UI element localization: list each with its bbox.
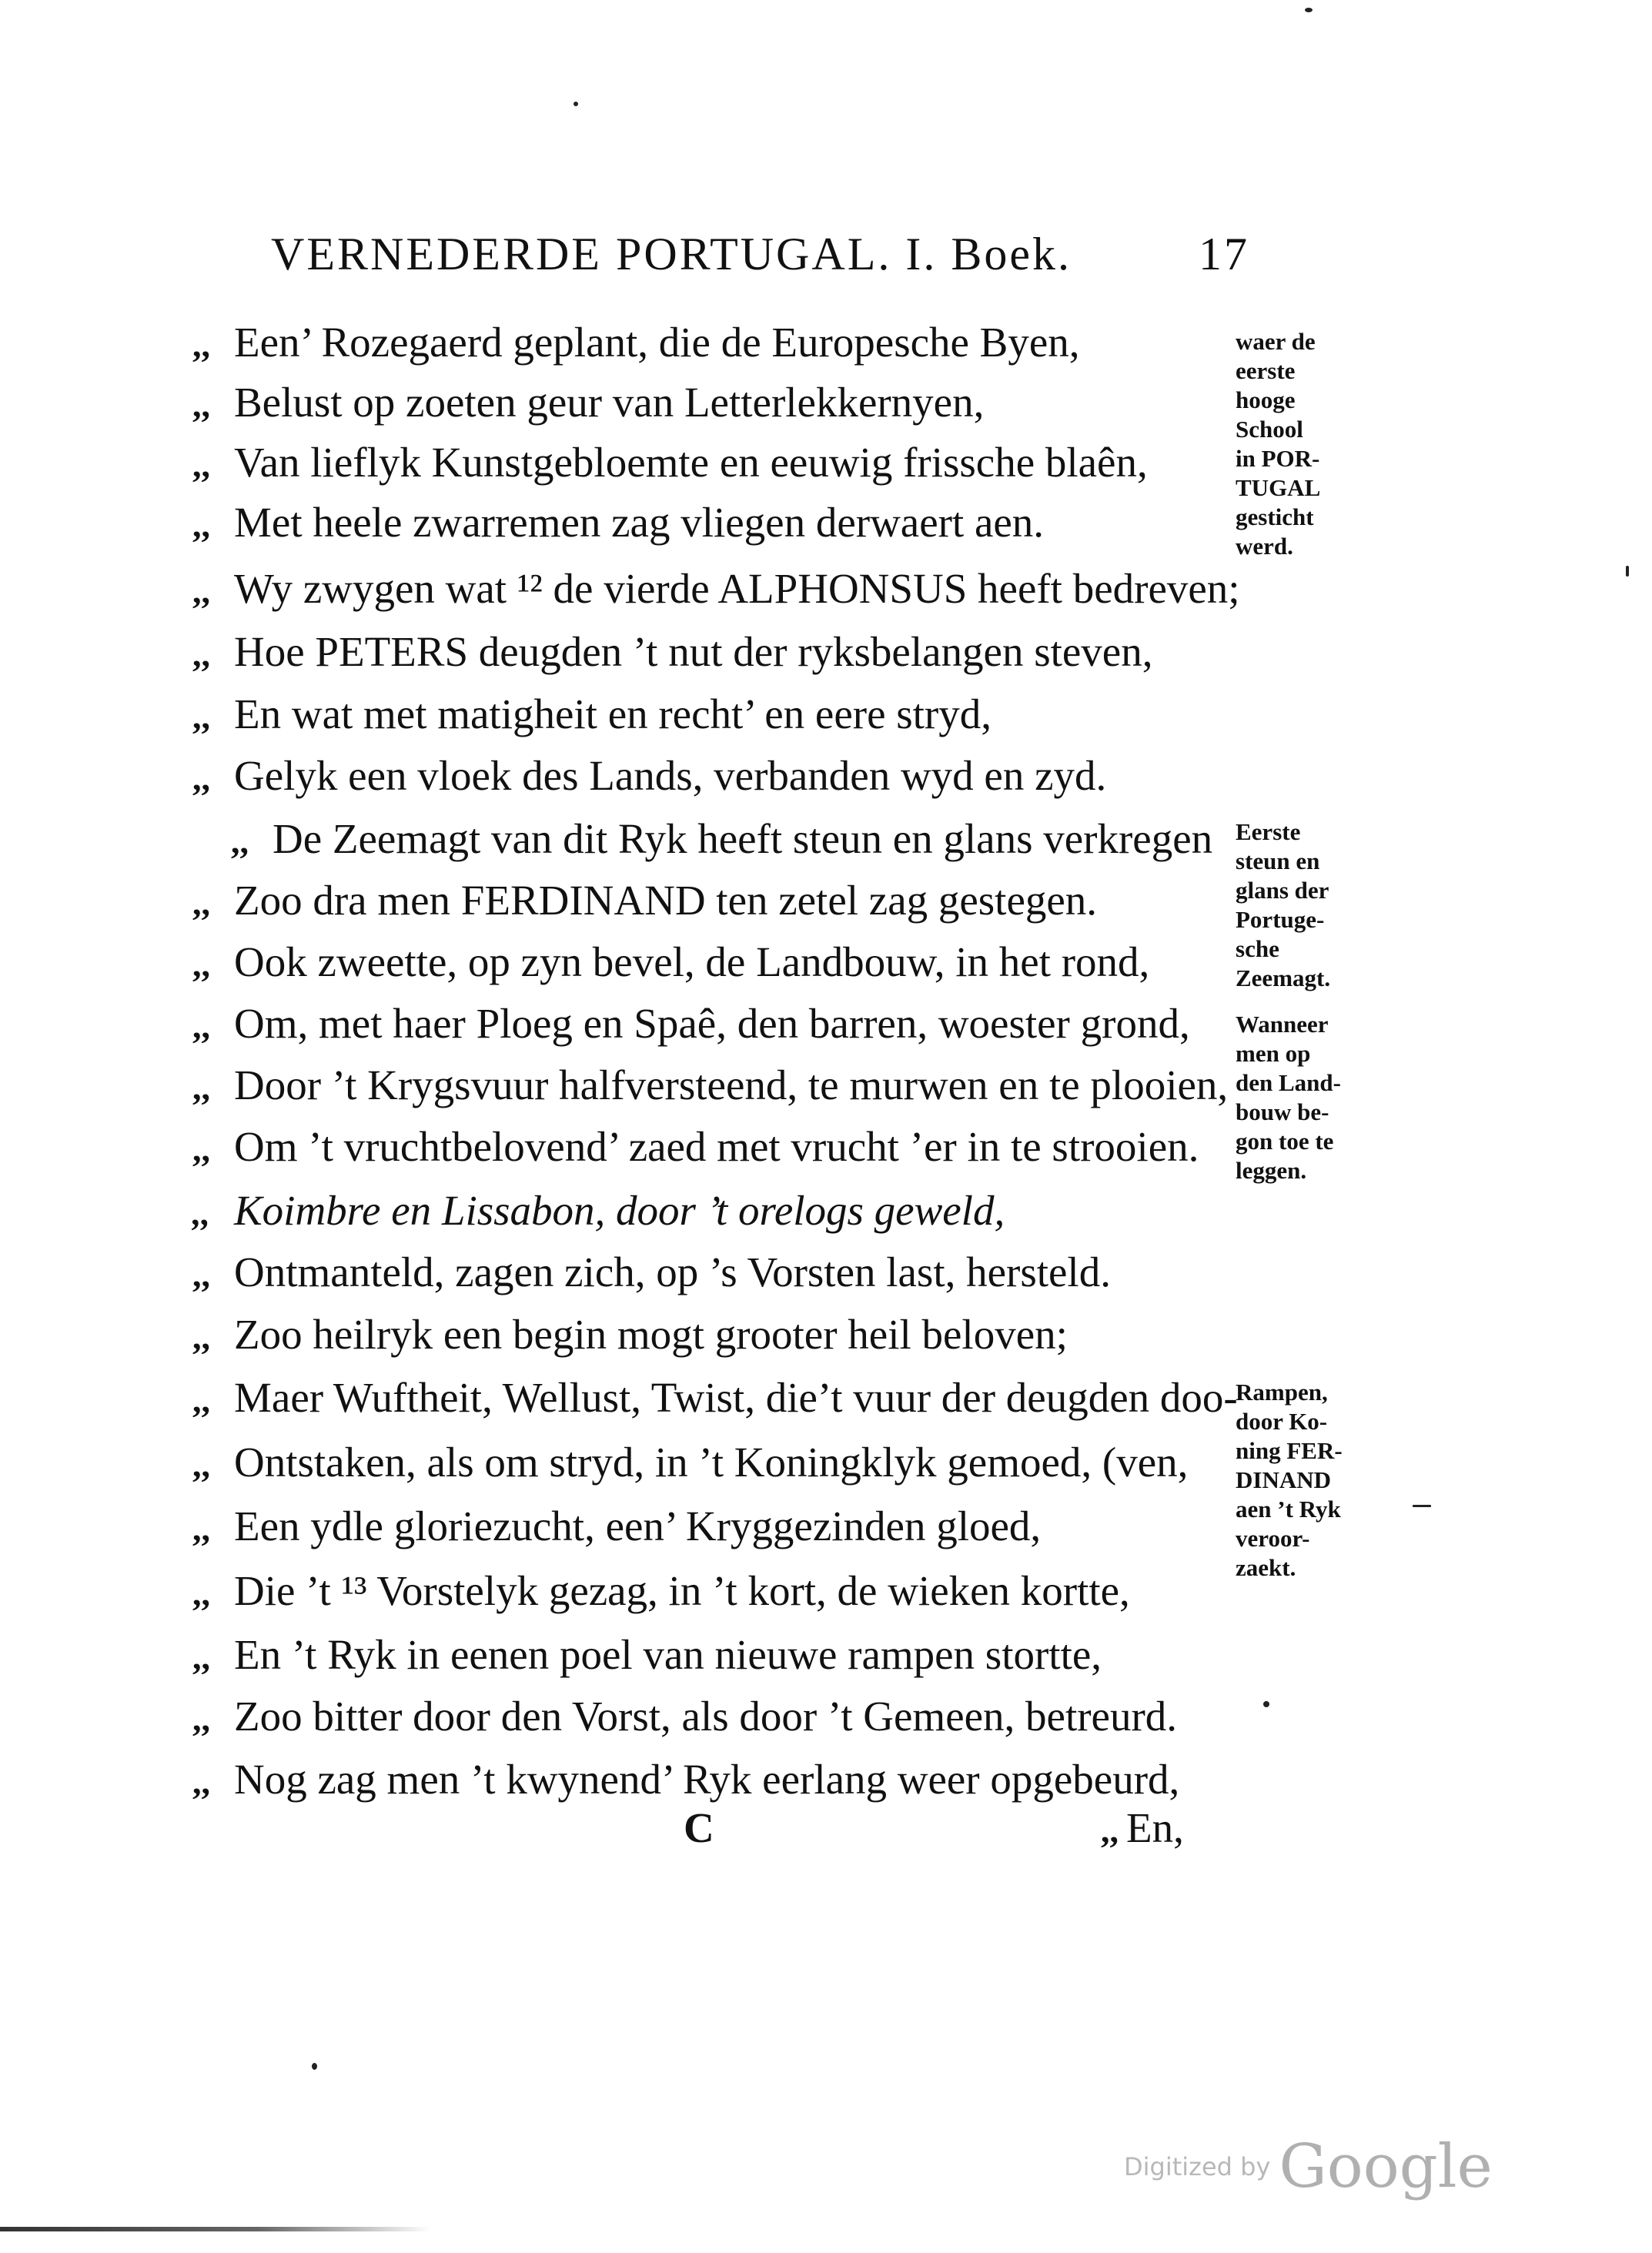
verse-mark: ,, xyxy=(192,1068,210,1107)
margin-note-line: veroor- xyxy=(1236,1525,1310,1552)
verse-mark: ,, xyxy=(192,505,210,544)
verse-text: Van lieflyk Kunstgebloemte en eeuwig frissche blaên, xyxy=(234,439,1148,486)
verse-mark: ,, xyxy=(192,1509,210,1548)
ink-speck xyxy=(1305,8,1313,12)
verse-line xyxy=(192,1180,1239,1242)
verse-mark: ,, xyxy=(192,1006,210,1045)
verse-text: En ’t Ryk in eenen poel van nieuwe rampen stortte, xyxy=(234,1631,1102,1678)
verse-text: Door ’t Krygsvuur halfversteend, te murwen en te plooien, xyxy=(234,1061,1229,1108)
ink-speck xyxy=(1413,1505,1431,1507)
margin-note-line: men op xyxy=(1236,1040,1311,1067)
verse-line xyxy=(192,993,1239,1055)
margin-note-line: eerste xyxy=(1236,357,1296,384)
margin-note-line: glans der xyxy=(1236,877,1329,904)
margin-note xyxy=(1236,327,1374,561)
verse-mark: ,, xyxy=(192,1317,210,1356)
verse-line xyxy=(192,558,1239,620)
margin-note-line: zaekt. xyxy=(1236,1554,1296,1581)
page-number: 17 xyxy=(1199,229,1249,279)
verse-mark: ,, xyxy=(1101,1810,1119,1850)
verse-line xyxy=(192,1432,1239,1493)
margin-note-line: leggen. xyxy=(1236,1157,1307,1184)
verse-text: Ook zweette, op zyn bevel, de Landbouw, in het rond, xyxy=(234,938,1150,985)
margin-note-line: gesticht xyxy=(1236,503,1314,530)
verse-line xyxy=(192,684,1239,745)
verse-line xyxy=(192,1242,1239,1303)
verse-text: Ontstaken, als om stryd, in ’t Koningklyk gemoed, (ven, xyxy=(234,1439,1189,1486)
verse-mark: ,, xyxy=(192,1193,210,1232)
verse-line xyxy=(192,1304,1239,1366)
verse-mark: ,, xyxy=(192,1380,210,1419)
verse-line xyxy=(192,1055,1239,1116)
verse-text: Maer Wuftheit, Wellust, Twist, die’t vuur der deugden doo- xyxy=(234,1374,1238,1421)
margin-note-line: Rampen, xyxy=(1236,1379,1328,1406)
verse-mark: ,, xyxy=(192,1699,210,1738)
verse-mark: ,, xyxy=(192,634,210,674)
verse-mark: ,, xyxy=(192,697,210,736)
ink-speck xyxy=(574,102,578,106)
margin-note-line: gon toe te xyxy=(1236,1128,1334,1155)
verse-text: Belust op zoeten geur van Letterlekkernyen, xyxy=(234,379,985,426)
verse-line xyxy=(192,372,1239,433)
verse-line xyxy=(192,492,1239,553)
ink-speck xyxy=(1263,1701,1269,1707)
verse-text: Hoe PETERS deugden ’t nut der ryksbelangen steven, xyxy=(234,628,1153,675)
ink-speck xyxy=(312,2063,317,2070)
verse-line xyxy=(192,1116,1239,1178)
running-title: VERNEDERDE PORTUGAL. I. Boek. xyxy=(271,229,1072,279)
verse-line xyxy=(192,621,1239,683)
margin-note-line: waer de xyxy=(1236,328,1316,355)
margin-note-line: aen ’t Ryk xyxy=(1236,1496,1341,1523)
verse-mark: ,, xyxy=(192,1637,210,1676)
verse-text: Gelyk een vloek des Lands, verbanden wyd en zyd. xyxy=(234,752,1107,799)
verse-line xyxy=(231,808,1278,870)
verse-text: Koimbre en Lissabon, door ’t orelogs geweld, xyxy=(234,1187,1005,1234)
verse-line xyxy=(192,1686,1239,1747)
margin-note-line: Portuge- xyxy=(1236,906,1325,933)
verse-line xyxy=(192,931,1239,993)
margin-note-line: Zeemagt. xyxy=(1236,964,1331,991)
verse-text: Zoo bitter door den Vorst, als door ’t Gemeen, betreurd. xyxy=(234,1693,1178,1740)
verse-text: Nog zag men ’t kwynend’ Ryk eerlang weer opgebeurd, xyxy=(234,1756,1180,1803)
margin-note xyxy=(1236,1378,1374,1583)
verse-line xyxy=(192,1560,1239,1622)
margin-note-line: Wanneer xyxy=(1236,1011,1329,1038)
verse-line xyxy=(192,1496,1239,1557)
verse-text: Een ydle gloriezucht, een’ Kryggezinden gloed, xyxy=(234,1503,1042,1549)
margin-note-line: werd. xyxy=(1236,533,1293,560)
running-header xyxy=(271,223,1272,285)
margin-note-line: DINAND xyxy=(1236,1466,1331,1493)
verse-text: Zoo dra men FERDINAND ten zetel zag gestegen. xyxy=(234,877,1098,924)
verse-line xyxy=(192,1749,1239,1810)
verse-mark: ,, xyxy=(192,758,210,797)
verse-line xyxy=(192,1624,1239,1686)
verse-text: Om, met haer Ploeg en Spaê, den barren, woester grond, xyxy=(234,1000,1190,1047)
verse-mark: ,, xyxy=(192,944,210,984)
digitized-watermark xyxy=(1124,2132,1493,2209)
verse-line xyxy=(192,432,1239,493)
verse-text: Ontmanteld, zagen zich, op ’s Vorsten last, hersteld. xyxy=(234,1249,1111,1295)
margin-note-line: in POR- xyxy=(1236,445,1320,472)
verse-mark: ,, xyxy=(231,821,249,861)
verse-mark: ,, xyxy=(192,445,210,484)
verse-mark: ,, xyxy=(192,1129,210,1168)
verse-line xyxy=(192,1367,1239,1429)
margin-note-line: den Land- xyxy=(1236,1069,1341,1096)
verse-text: En wat met matigheit en recht’ en eere stryd, xyxy=(234,690,992,737)
verse-text: Om ’t vruchtbelovend’ zaed met vrucht ’er in te strooien. xyxy=(234,1123,1199,1170)
catchword xyxy=(1101,1797,1184,1861)
verse-mark: ,, xyxy=(192,1445,210,1484)
verse-line xyxy=(192,745,1239,807)
verse-text: Wy zwygen wat ¹² de vierde ALPHONSUS heeft bedreven; xyxy=(234,565,1240,612)
verse-text: De Zeemagt van dit Ryk heeft steun en glans verkregen xyxy=(273,815,1213,862)
page-edge-shadow xyxy=(0,2227,431,2231)
verse-line xyxy=(192,312,1239,373)
catchword-text: En, xyxy=(1126,1804,1184,1851)
signature-mark: C xyxy=(684,1804,714,1851)
margin-note-line: Eerste xyxy=(1236,818,1301,845)
margin-note-line: ning FER- xyxy=(1236,1437,1343,1464)
digitized-by-text: Digitized by xyxy=(1124,2152,1271,2181)
google-logo: Google xyxy=(1279,2132,1493,2201)
verse-mark: ,, xyxy=(192,1762,210,1801)
margin-note-line: School xyxy=(1236,416,1303,443)
margin-note-line: TUGAL xyxy=(1236,474,1321,501)
verse-text: Met heele zwarremen zag vliegen derwaert aen. xyxy=(234,499,1045,546)
margin-note-line: sche xyxy=(1236,935,1279,962)
verse-mark: ,, xyxy=(192,571,210,610)
margin-note-line: hooge xyxy=(1236,386,1296,413)
verse-mark: ,, xyxy=(192,1573,210,1613)
verse-mark: ,, xyxy=(192,1255,210,1294)
verse-mark: ,, xyxy=(192,385,210,424)
verse-text: Zoo heilryk een begin mogt grooter heil beloven; xyxy=(234,1311,1068,1358)
verse-text: Een’ Rozegaerd geplant, die de Europesche Byen, xyxy=(234,319,1080,366)
verse-mark: ,, xyxy=(192,883,210,922)
ink-speck xyxy=(1626,566,1629,577)
verse-line xyxy=(192,870,1239,931)
verse-text: Die ’t ¹³ Vorstelyk gezag, in ’t kort, de wieken kortte, xyxy=(234,1567,1130,1614)
verse-mark: ,, xyxy=(192,325,210,364)
margin-note-line: door Ko- xyxy=(1236,1408,1328,1435)
margin-note xyxy=(1236,1010,1374,1185)
margin-note xyxy=(1236,817,1374,993)
margin-note-line: steun en xyxy=(1236,847,1320,874)
margin-note-line: bouw be- xyxy=(1236,1098,1329,1125)
